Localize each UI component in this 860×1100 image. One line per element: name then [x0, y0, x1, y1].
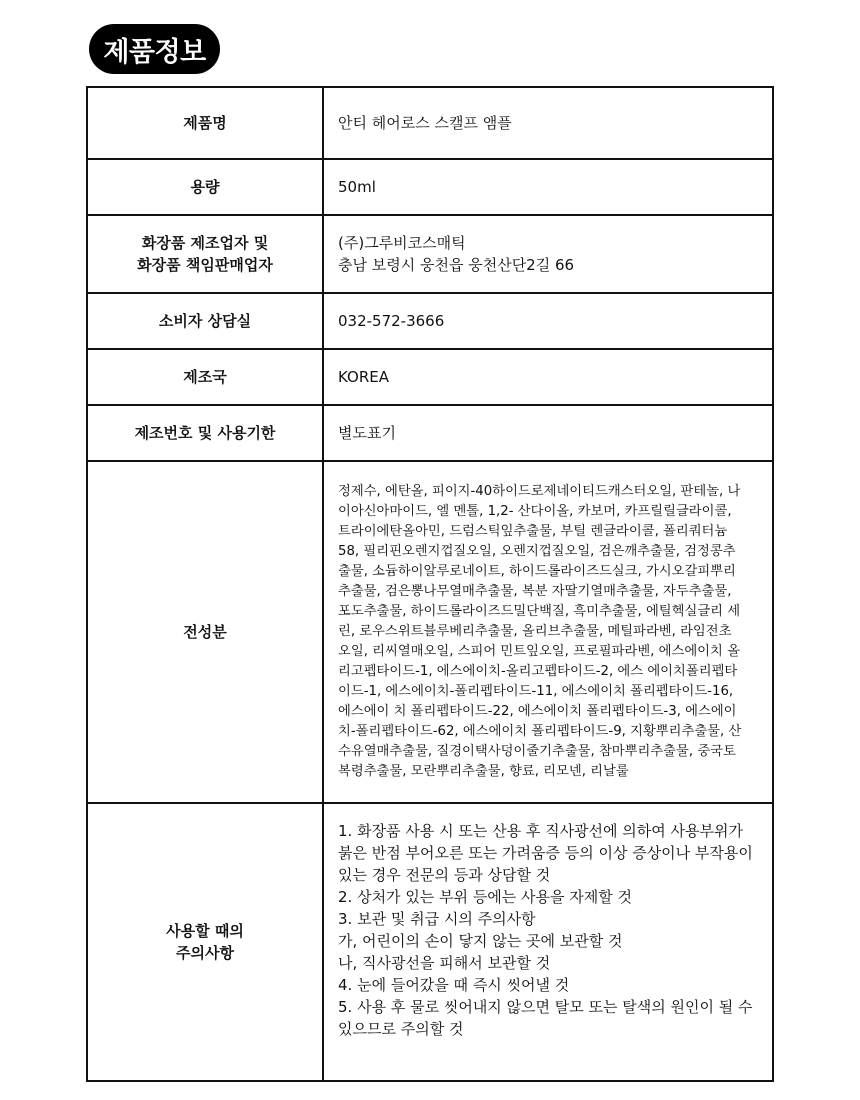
ingredient-line: 에스에이 치 폴리펩타이드-22, 에스에이치 폴리펩타이드-3, 에스에이 [338, 704, 737, 719]
ingredient-line: 치-폴리펩타이드-62, 에스에이치 폴리펩타이드-9, 지황뿌리추출물, 산 [338, 724, 742, 739]
caution-line: 4. 눈에 들어갔을 때 즉시 씻어낼 것 [338, 976, 570, 994]
value-ingredients [323, 461, 773, 803]
table-row-country [87, 349, 773, 405]
value-manufacturer [323, 215, 773, 293]
caution-line: 있는 경우 전문의 등과 상담할 것 [338, 866, 551, 884]
table-row-product-name [87, 87, 773, 159]
caution-line: 가, 어린이의 손이 닿지 않는 곳에 보관할 것 [338, 932, 623, 950]
caution-line: 3. 보관 및 취급 시의 주의사항 [338, 910, 536, 928]
caution-line: 1. 화장품 사용 시 또는 산용 후 직사광선에 의하여 사용부위가 [338, 822, 743, 840]
caution-line: 2. 상처가 있는 부위 등에는 사용을 자제할 것 [338, 888, 633, 906]
ingredient-line: 수유열매추출물, 질경이택사덩이줄기추출물, 참마뿌리추출물, 중국토 [338, 744, 736, 759]
label-line: 화장품 책임판매업자 [137, 256, 273, 274]
value-volume: 50ml [323, 159, 773, 215]
label-consumer-center: 소비자 상담실 [87, 293, 323, 349]
ingredient-line: 이드-1, 에스에이치-폴리펩타이드-11, 에스에이치 폴리펩타이드-16, [338, 684, 734, 699]
section-title-badge: 제품정보 [89, 24, 220, 74]
ingredient-line: 트라이에탄올아민, 드럼스틱잎추출물, 부틸 렌글라이콜, 폴리쿼터늄 [338, 524, 728, 539]
value-country: KOREA [323, 349, 773, 405]
table-row-lot-expiry [87, 405, 773, 461]
ingredient-line: 이아신아마이드, 엘 멘톨, 1,2- 산다이올, 카보머, 카프릴릴글라이콜, [338, 504, 732, 519]
label-product-name: 제품명 [87, 87, 323, 159]
value-product-name: 안티 헤어로스 스캘프 앰플 [323, 87, 773, 159]
ingredient-line: 정제수, 에탄올, 피이지-40하이드로제네이티드캐스터오일, 판테놀, 나 [338, 484, 741, 499]
label-volume: 용량 [87, 159, 323, 215]
table-row-consumer-center [87, 293, 773, 349]
ingredient-line: 리고펩타이드-1, 에스에이치-올리고펩타이드-2, 에스 에이치폴리펩타 [338, 664, 738, 679]
ingredient-line: 린, 로우스위트블루베리추출물, 올리브추출물, 메틸파라벤, 라임전초 [338, 624, 732, 639]
label-ingredients: 전성분 [87, 461, 323, 803]
value-caution [323, 803, 773, 1081]
label-caution [87, 803, 323, 1081]
ingredient-line: 복령추출물, 모란뿌리추출물, 향료, 리모넨, 리날룰 [338, 764, 629, 779]
table-row-ingredients [87, 461, 773, 803]
label-country: 제조국 [87, 349, 323, 405]
ingredient-line: 포도추출물, 하이드롤라이즈드밀단백질, 흑미추출물, 에틸헥실글리 세 [338, 604, 741, 619]
caution-line: 붉은 반점 부어오른 또는 가려움증 등의 이상 증상이나 부작용이 [338, 844, 753, 862]
label-line: 사용할 때의 [166, 922, 244, 940]
label-lot-expiry: 제조번호 및 사용기한 [87, 405, 323, 461]
manufacturer-address: 충남 보령시 웅천읍 웅천산단2길 66 [338, 256, 575, 274]
ingredient-line: 추출물, 검은뽕나무열매추출물, 복분 자딸기열매추출물, 자두추출물, [338, 584, 732, 599]
label-manufacturer [87, 215, 323, 293]
table-row-manufacturer [87, 215, 773, 293]
ingredient-line: 58, 필리핀오렌지껍질오일, 오렌지껍질오일, 검은깨추출물, 검정콩추 [338, 544, 736, 559]
value-lot-expiry: 별도표기 [323, 405, 773, 461]
label-line: 화장품 제조업자 및 [141, 234, 269, 252]
manufacturer-name: (주)그루비코스매틱 [338, 234, 466, 252]
caution-line: 5. 사용 후 물로 씻어내지 않으면 탈모 또는 탈색의 원인이 될 수 [338, 998, 753, 1016]
table-row-volume [87, 159, 773, 215]
ingredient-line: 오일, 리씨열매오일, 스피어 민트잎오일, 프로필파라벤, 에스에이치 올 [338, 644, 740, 659]
label-line: 주의사항 [176, 944, 234, 962]
product-info-table [86, 86, 774, 1082]
value-phone: 032-572-3666 [323, 293, 773, 349]
caution-line: 있으므로 주의할 것 [338, 1020, 464, 1038]
ingredient-line: 출물, 소듐하이알루로네이트, 하이드롤라이즈드실크, 가시오갈피뿌리 [338, 564, 736, 579]
table-row-caution [87, 803, 773, 1081]
caution-line: 나, 직사광선을 피해서 보관할 것 [338, 954, 551, 972]
